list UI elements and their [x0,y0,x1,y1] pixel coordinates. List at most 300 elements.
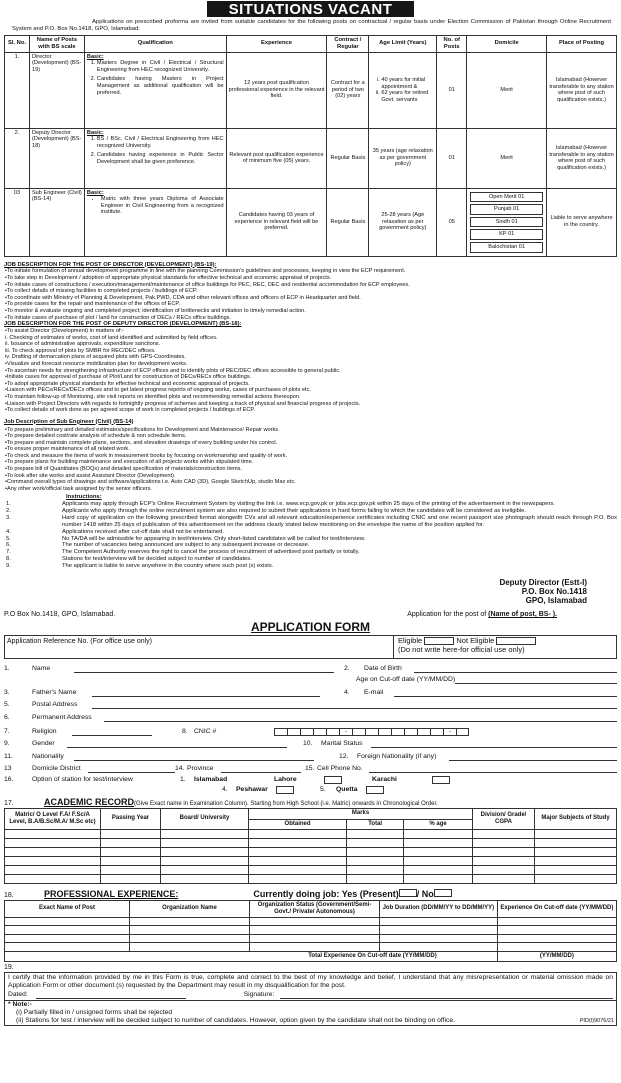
th-age: Age Limit (Years) [369,35,437,52]
domicile-quota: KP 01 [470,229,543,240]
instruction-number: 3. [6,515,11,522]
station-lahore: Lahore [274,776,297,784]
academic-cell[interactable] [347,829,404,838]
academic-cell[interactable] [249,865,347,874]
academic-cell[interactable] [161,856,249,865]
list-item: • To prepare bill of Quantitates (BOQs) and detailed specification of materials/construction items. [4,466,617,473]
lahore-checkbox[interactable] [324,776,342,784]
age-item: ii. 62 years for retired Govt. servants [381,90,434,103]
academic-cell[interactable] [249,838,347,847]
th-contract: Contract / Regular [327,35,369,52]
domicile-quota: Punjab 01 [470,204,543,215]
academic-heading [4,797,617,808]
field-number: 2. [344,665,350,673]
intro-text: Applications on prescribed proforma are invited from suitable candidates for the following posts on contractual / regular basis under Election Commission of Pakistan through Online Recruitment System and P.O. Box No.1418, GPO, Islamabad: [12,19,611,32]
posts-table [4,35,617,257]
form-title: APPLICATION FORM [250,619,371,634]
signatory-city: GPO, Islamabad [525,596,587,606]
experience-cell[interactable] [380,934,498,943]
academic-cell[interactable] [5,874,101,883]
academic-cell[interactable] [404,838,473,847]
qual-item: 1. BS / BSc. Civil / Electrical Engineering from HEC recognized University. [97,136,224,149]
instruction-text: Hard copy of application on the following prescribed format alongwith CVs and all relevant education/experience certificates including CNIC and one recent passport size photograph should reach through P.O. Box number 1418 within 25 days of publication of this advertisement on the address clearly stated below mentioning on the envelope the name of the position applied for. [62,515,617,528]
table-row [5,128,617,188]
religion-field[interactable] [72,735,152,736]
instruction-number: 9. [6,562,11,569]
signatory-box: P.O. Box No.1418 [521,586,587,596]
table-row [5,934,617,943]
cell-phone-label: Cell Phone No. [317,765,363,773]
acad-th: Major Subjects of Study [535,809,617,829]
cell-place: Liable to serve anywhere in the country. [547,188,617,256]
jd-deputy-list [4,328,617,335]
father-name-field[interactable] [92,696,320,697]
experience-heading [4,889,617,900]
field-number: 12. [339,752,349,760]
th-exp: Experience [226,35,327,52]
dated-field[interactable] [36,991,186,999]
instruction-number: 1. [6,501,11,508]
foreign-nationality-label: Foreign Nationality (if any) [357,752,437,760]
list-item: • Liaison with PECs/RECs/DECs offices and to get latest progress reports of ongoing works, cases of purchases of plots etc. [4,387,617,394]
list-item: ii. Issuance of administrative approvals, expenditure sanctions. [5,341,161,348]
station-karachi: Karachi [372,776,397,784]
field-number: 4. [344,688,350,696]
academic-cell[interactable] [101,865,161,874]
table-row [5,874,617,883]
list-item: • To monitor & evaluate ongoing and completed project; identification of bottlenecks and initiation to timely remedial action. [4,308,617,315]
karachi-checkbox[interactable] [432,776,450,784]
instruction-item [4,529,617,536]
page [0,1,621,1083]
instruction-item [4,508,617,515]
gender-label: Gender [32,740,55,748]
cell-age [369,52,437,128]
address-row [4,611,617,619]
not-eligible-label: Not Eligible [456,635,495,645]
islamabad-checkbox[interactable] [276,786,294,794]
eligibility-box [394,636,616,658]
list-item: • To prepare and maintain complete plans, sections, and elevation drawings of every building under his control. [4,440,617,447]
signature-label: Signature: [243,991,275,999]
signatory: Deputy Director (Estt-I) [499,577,587,587]
academic-cell[interactable] [404,856,473,865]
qual-item: 2. Candidates having experience in Public Sector Development shall be given preference. [97,152,224,165]
jd-director-list [4,268,617,321]
experience-cell[interactable] [497,934,616,943]
table-row [5,847,617,856]
experience-cell[interactable] [5,926,130,935]
certification-text: I certify that the information provided by me in this Form is true, complete and correct to the best of my knowledge and belief, I understand that any misrepresentation or material omission made on Application Form or other document (s) requested by the Department may result in my disqualification for the post. [8,974,613,990]
jd-deputy-sublist [4,335,617,361]
office-use-box [4,635,617,659]
email-field[interactable] [394,696,617,697]
experience-cell[interactable] [497,943,616,952]
experience-cell[interactable] [130,934,250,943]
page-title: SITUATIONS VACANT [207,1,415,17]
field-number: 19. [4,964,14,972]
domicile-quota: Open Merit 01 [470,192,543,203]
cell-contract: Regular Basis [327,188,369,256]
station-quetta: Quetta [336,786,358,794]
list-item: iii. To check approval of plots by SMBR for REC/DEC offices. [5,347,156,354]
instruction-number: 6. [6,542,11,549]
table-row [5,188,617,256]
academic-cell[interactable] [404,865,473,874]
list-item: • Visualize and forecast resource mobilization plan for development works. [4,361,617,368]
signature-block [4,578,587,606]
field-number: 3. [4,688,10,696]
academic-cell[interactable] [249,829,347,838]
cell-sl: 2. [5,128,30,188]
acad-th: Division/ Grade/ CGPA [473,809,535,829]
academic-cell[interactable] [161,847,249,856]
cell-exp: Relevant post qualification experience of minimum five (05) years. [226,128,327,188]
list-item: • To maintain follow-up of Monitoring, site visit reports on identified plots and recommending remedial actions thereupon. [4,394,617,401]
qual-item: 1. Masters Degree in Civil / Electrical / Structural Engineering from HEC recognized University. [97,60,224,73]
instruction-item [4,549,617,556]
academic-cell[interactable] [473,865,535,874]
experience-cell[interactable] [5,934,130,943]
cell-age: 25-28 years (Age relaxation as per government policy) [369,188,437,256]
acad-th: Matric/ O Level F.A/ F.Sc/A Level, B.A/B.Sc/M.A/ M.Sc etc) [5,809,101,829]
cell-contract: Contract for a period of two (02) years [327,52,369,128]
academic-cell[interactable] [473,847,535,856]
experience-cell[interactable] [380,943,498,952]
basic-label: Basic: [86,53,104,60]
email-label: E-mail [364,688,384,696]
academic-cell[interactable] [5,847,101,856]
academic-cell[interactable] [101,856,161,865]
academic-cell[interactable] [249,847,347,856]
academic-cell[interactable] [249,874,347,883]
cell-post-name: Deputy Director (Development) (BS-18) [29,128,84,188]
experience-cell[interactable] [130,926,250,935]
signature-field[interactable] [280,991,613,999]
experience-cell[interactable] [130,917,250,926]
field-number: 10. [303,740,313,748]
th-posts: No. of Posts [437,35,467,52]
academic-cell[interactable] [535,856,617,865]
cell-age: 35 years (age relaxation as per government policy) [369,128,437,188]
cell-domicile [467,188,547,256]
instruction-item [4,556,617,563]
table-row [5,943,617,952]
academic-cell[interactable] [101,874,161,883]
jd-subeng-list [4,427,617,493]
experience-cell[interactable] [497,926,616,935]
experience-table [4,900,617,962]
yes-checkbox[interactable] [399,889,417,897]
cell-posts: 01 [437,52,467,128]
notes-box [4,1001,617,1026]
field-number: 13 [4,765,12,773]
list-item: • To look after site works and assist Assistant Director (Development). [4,473,617,480]
eligible-label: Eligible [398,635,423,645]
instruction-item [4,515,617,529]
academic-cell[interactable] [101,838,161,847]
list-item: • To assist Director (Development) in matters of:- [4,328,617,335]
list-item: • To prepare detailed cost/rate analysis of schedule & non schedule items. [4,433,617,440]
instruction-text: Applications received after cut-off date shall not be entertained. [62,528,224,535]
list-item: • To prepare preliminary and detailed estimates/specifications for Development and Maintenance/ Repair works. [4,427,617,434]
academic-cell[interactable] [161,874,249,883]
academic-cell[interactable] [347,847,404,856]
field-number: 16. [4,776,14,784]
instruction-text: Applicants may apply through ECP's Online Recruitment System by visiting the link i.e. www.ecp.gov.pk or jobs.ecp.gov.pk within 25 days of the printing of the advertisement in the newspapers. [62,501,555,508]
not-eligible-checkbox[interactable] [496,637,536,645]
instruction-item [4,563,617,570]
dob-field[interactable] [414,672,617,673]
posts-header-row [5,35,617,52]
exp-th: Job Duration (DD/MM/YY to DD/MM/YY) [380,900,498,917]
instruction-text: Applicants who apply through the online recruitment system are also required to submit their applications in hard forms failing to which the candidates will be considered as ineligible. [62,508,527,515]
permanent-address-label: Permanent Address [32,713,92,721]
domicile-field[interactable] [88,772,175,773]
station-number: 1. [180,776,186,784]
nationality-label: Nationality [32,752,64,760]
th-sl: Sl. No. [5,35,30,52]
nationality-field[interactable] [74,760,314,761]
current-job-label: Currently doing job: Yes (Present) [253,888,399,899]
marital-status-field[interactable] [371,747,617,748]
cell-exp: 12 years post qualification professional experience in the relevant field. [226,52,327,128]
acad-th: Total [347,819,404,829]
foreign-nationality-field[interactable] [449,760,617,761]
dated-label: Dated: [8,991,28,999]
academic-cell[interactable] [161,865,249,874]
experience-cell[interactable] [5,917,130,926]
list-item: • Any other work/official task assigned by the senior officers. [4,486,617,493]
list-item: • To prepare plans for building maintenance and execution of all projects works within stipulated time. [4,459,617,466]
field-number: 6. [4,713,10,721]
list-item: • To collect details of missing facilities in completed projects / buildings of ECP. [4,288,617,295]
cell-contract: Regular Basis [327,128,369,188]
academic-cell[interactable] [5,856,101,865]
personal-fields [4,661,617,795]
list-item: • To ensure proper maintenance of all related work. [4,446,617,453]
cell-qualification [84,188,226,256]
age-item: i. 40 years for initial appointment & [381,77,434,90]
station-number: 4. [222,786,228,794]
field-number: 1. [4,665,10,673]
cell-post-name: Director (Development) (BS-19) [29,52,84,128]
experience-cell[interactable] [380,917,498,926]
academic-cell[interactable] [535,874,617,883]
academic-cell[interactable] [347,856,404,865]
list-item: • To check and measure the items of work in measurement books by focusing on workmanship and quality of work. [4,453,617,460]
experience-cell[interactable] [130,943,250,952]
experience-cell[interactable] [497,917,616,926]
academic-cell[interactable] [161,838,249,847]
cnic-label: CNIC # [194,727,217,735]
eligible-checkbox[interactable] [424,637,454,645]
academic-cell[interactable] [101,829,161,838]
experience-cell[interactable] [250,926,380,935]
academic-cell[interactable] [473,829,535,838]
academic-cell[interactable] [5,865,101,874]
instruction-item [4,501,617,508]
jd-director-title: JOB DESCRIPTION FOR THE POST OF DIRECTOR (DEVELOPMENT) (BS-19): [4,261,217,268]
experience-cell[interactable] [5,943,130,952]
experience-title: PROFESSIONAL EXPERIENCE: [44,888,179,899]
jd-deputy-title: JOB DESCRIPTION FOR THE POST OF DEPUTY DIRECTOR (DEVELOPMENT) (BS-18): [4,321,242,328]
acad-th: % age [404,819,473,829]
instruction-number: 5. [6,535,11,542]
experience-cell[interactable] [250,917,380,926]
academic-cell[interactable] [404,874,473,883]
instruction-number: 4. [6,528,11,535]
age-cutoff-label: Age on Cut-off date (YY/MM/DD) [356,676,456,684]
acad-th: Board/ University [161,809,249,829]
cell-domicile: Merit [467,128,547,188]
domicile-label: Domicile District [32,765,81,773]
acad-th: Passing Year [101,809,161,829]
academic-cell[interactable] [473,874,535,883]
instruction-number: 7. [6,549,11,556]
cell-domicile: Merit [467,52,547,128]
academic-cell[interactable] [347,865,404,874]
instruction-text: The Competent Authority reserves the right to cancel the process of recruitment of advertised post partially or totally. [62,549,360,556]
instructions-list [4,501,617,569]
no-checkbox[interactable] [434,889,452,897]
father-name-label: Father's Name [32,688,77,696]
total-exp-field[interactable]: (YY/MM/DD) [497,951,616,961]
exp-th: Organization Name [130,900,250,917]
quetta-checkbox[interactable] [366,786,384,794]
academic-cell[interactable] [161,829,249,838]
academic-cell[interactable] [473,838,535,847]
academic-cell[interactable] [404,847,473,856]
instruction-text: The number of vacancies being announced are subject to any subsequent increase or decrease. [62,542,310,549]
instruction-text: The applicant is liable to serve anywhere in the country where such post (s) exists. [62,562,274,569]
age-cutoff-field[interactable] [455,683,617,684]
dob-label: Date of Birth [364,665,402,673]
qual-item: • Matric with three years Diploma of Associate Engineer in Civil Engineering from a recognized institute. [101,196,224,216]
field-number: 11. [4,752,13,760]
academic-cell[interactable] [347,874,404,883]
cell-sl: 03 [5,188,30,256]
form-address: P.O Box No.1418, GPO, Islamabad. [4,611,116,619]
exp-th: Experience On Cut-off date (YY/MM/DD) [497,900,616,917]
qual-item: 2. Candidates having Masters in Project Management as additional qualification will be preferred. [97,76,224,96]
experience-cell[interactable] [250,934,380,943]
reference-label: Application Reference No. (For office use only) [5,636,394,658]
field-number: 7. [4,727,10,735]
postal-address-label: Postal Address [32,701,78,709]
certification-box [4,972,617,1001]
cell-phone-field[interactable] [369,772,617,773]
postal-address-field[interactable] [92,708,617,709]
acad-th: Marks [249,809,473,819]
list-item: • Command overall types of drawings and software/applications i.e. Auto CAD (3D), Google SketchUp, studio Max etc. [4,479,617,486]
station-islamabad: Islamabad [194,776,228,784]
pid-code: PID(I)9076/21 [579,1018,614,1025]
academic-cell[interactable] [347,838,404,847]
th-qual: Qualification [84,35,226,52]
banner [4,1,617,17]
field-number: 15. [305,765,315,773]
cell-exp: Candidates having 03 years of experience in relevant field will be preferred. [226,188,327,256]
cell-place: Islamabad (However transferable to any station where post of such qualification exists.) [547,128,617,188]
table-row [5,926,617,935]
academic-cell[interactable] [535,847,617,856]
gender-field[interactable] [67,747,287,748]
th-place: Place of Posting [547,35,617,52]
permanent-address-field[interactable] [104,721,617,722]
cell-place: Islamabad (However transferable to any station where post of such qualification exists.) [547,52,617,128]
academic-cell[interactable] [535,838,617,847]
cell-qualification [84,52,226,128]
academic-cell[interactable] [404,829,473,838]
instruction-number: 8. [6,556,11,563]
list-item: • To initiate formulation of annual development programme in line with the planning Commission's guidelines and processes, keeping in view the ECP requirement. [4,268,617,275]
list-item: • Liaison with Project Directors with regards to fortnightly progress of schemes and keeping a track of physical and financial progress of projects. [4,401,617,408]
instruction-text: No TA/DA will be admissible for appearing in test/interview. Only short-listed candidates will be called for test/interview. [62,535,366,542]
domicile-quota: Balochistan 01 [470,242,543,253]
academic-cell[interactable] [5,829,101,838]
cell-sl: 1. [5,52,30,128]
cell-post-name: Sub Engineer (Civil) (BS-14) [29,188,84,256]
th-domicile: Domicile [467,35,547,52]
cnic-boxes[interactable]: - - [274,728,469,736]
academic-cell[interactable] [535,829,617,838]
acad-th: Obtained [249,819,347,829]
instructions-title: Instructions: [66,494,102,501]
note-item: (i) Partially filled in / unsigned forms shall be rejected [16,1008,173,1016]
station-number: 5. [320,786,326,794]
academic-cell[interactable] [101,847,161,856]
office-note: (Do not write here-for official use only) [398,644,525,654]
academic-cell[interactable] [5,838,101,847]
list-item: • To collect details of work done as per agreed scope of work in completed projects / buildings of ECP. [4,407,617,414]
academic-note: (Give Exact name in Examination Column). Starting from High School (i.e. Matric) onwards in Chronological Order. [134,801,438,808]
list-item: • To initiate cases of purchase of plot / land for construction of DECs / RECs office buildings. [4,315,617,322]
table-row [5,917,617,926]
academic-cell[interactable] [535,865,617,874]
list-item: • To provide cases for the repair and maintenance of the offices of ECP. [4,301,617,308]
name-field[interactable] [74,672,334,673]
instruction-text: Stations for test/interview will be decided subject to number of candidates. [62,556,252,563]
religion-label: Religion [32,727,57,735]
academic-cell[interactable] [249,856,347,865]
domicile-quota: Sindh 01 [470,217,543,228]
table-row [5,52,617,128]
post-applied-label: Application for the post of [407,611,487,619]
station-option-label: Option of station for test/interview [32,776,133,784]
note-heading: * Note:- [8,1001,32,1009]
exp-th: Exact Name of Post [5,900,130,917]
list-item: • To take step in Development / adoption of appropriate physical standards for effective technical and economic appraisal of projects. [4,275,617,282]
field-number: 9. [4,740,10,748]
jd-deputy-list-2 [4,361,617,414]
marital-status-label: Marital Status [321,740,363,748]
list-item: • To coordinate with Ministry of Planning & Development, Pak.PWD, CDA and other relevant offices and officers of ECP in Headquarter and field. [4,295,617,302]
instruction-item [4,542,617,549]
station-peshawar: Peshawar [236,786,268,794]
field-number: 5. [4,701,10,709]
province-field[interactable] [221,772,301,773]
instruction-item [4,536,617,543]
experience-cell[interactable] [380,926,498,935]
list-item: iv. Drafting of demarcation plans of acquired plots with GPS-Coordinates. [5,354,186,361]
experience-cell[interactable] [250,943,380,952]
no-label: / No [416,888,434,899]
list-item: • To initiate cases of constructions / execution/management/maintenance of office buildings for PEC, REC, DEC and residential accommodation for ECP employees. [4,282,617,289]
academic-cell[interactable] [473,856,535,865]
academic-title: ACADEMIC RECORD [44,797,134,808]
instruction-number: 2. [6,508,11,515]
